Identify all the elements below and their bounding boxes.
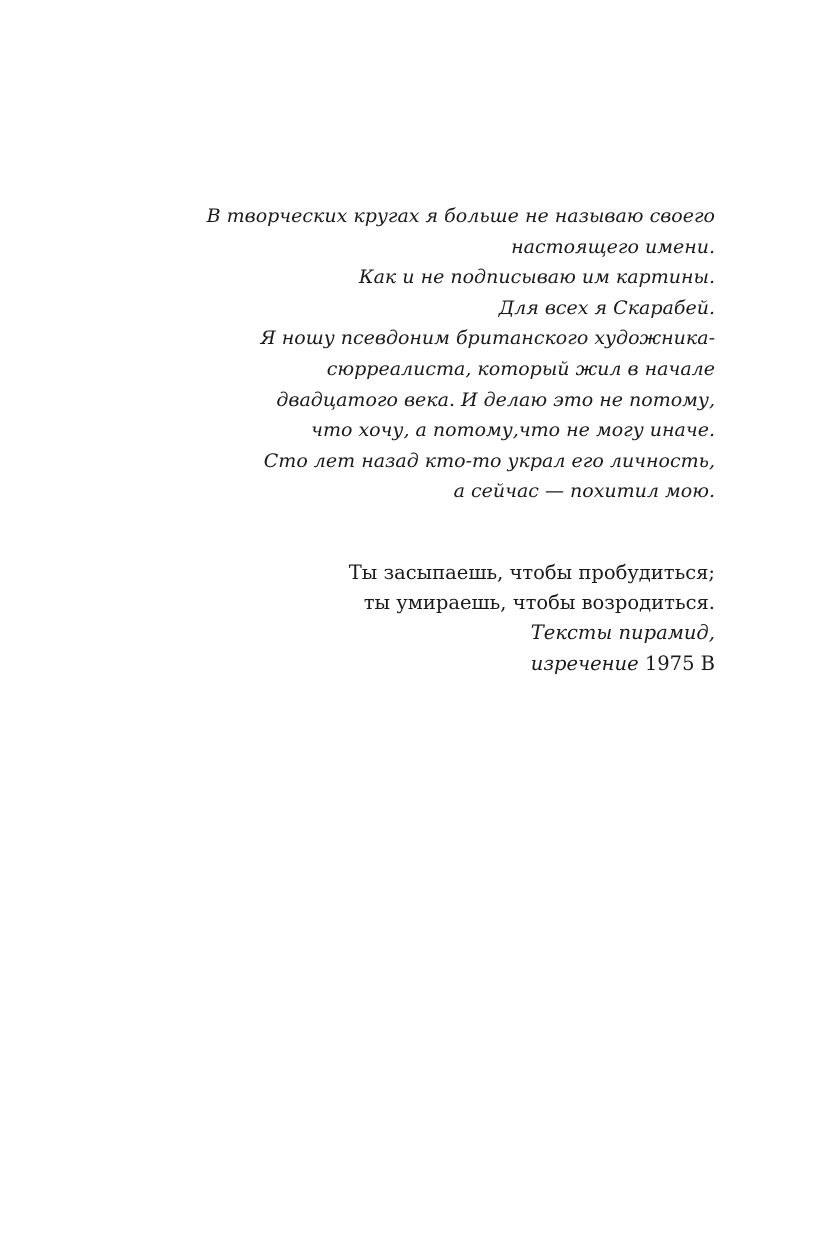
citation-word: изречение xyxy=(530,651,639,675)
text-line: В творческих кругах я больше не называю своего xyxy=(206,205,715,227)
epigraph-citation xyxy=(349,649,715,679)
text-line: Я ношу псевдоним британского художника- xyxy=(260,327,715,350)
text-line: Как и не подписываю им картины. xyxy=(358,266,715,289)
text-line: двадцатого века. И делаю это не потому, xyxy=(276,388,715,411)
text-line: Сто лет назад кто-то украл его личность, xyxy=(263,449,715,472)
epigraph-source: Тексты пирамид, xyxy=(530,621,715,645)
text-line: что хочу, а потому,что не могу иначе. xyxy=(311,419,715,442)
text-line: а сейчас — похитил мою. xyxy=(453,480,715,503)
epigraph xyxy=(349,558,715,679)
citation-number: 1975 B xyxy=(644,651,715,675)
text-line: настоящего имени. xyxy=(511,235,715,258)
text-line: сюрреалиста, который жил в начале xyxy=(326,357,715,380)
text-line: Для всех я Скарабей. xyxy=(498,296,715,319)
epigraph-line: ты умираешь, чтобы возродиться. xyxy=(363,591,715,615)
intro-text xyxy=(207,201,715,507)
epigraph-line: Ты засыпаешь, чтобы пробудиться; xyxy=(348,561,715,584)
